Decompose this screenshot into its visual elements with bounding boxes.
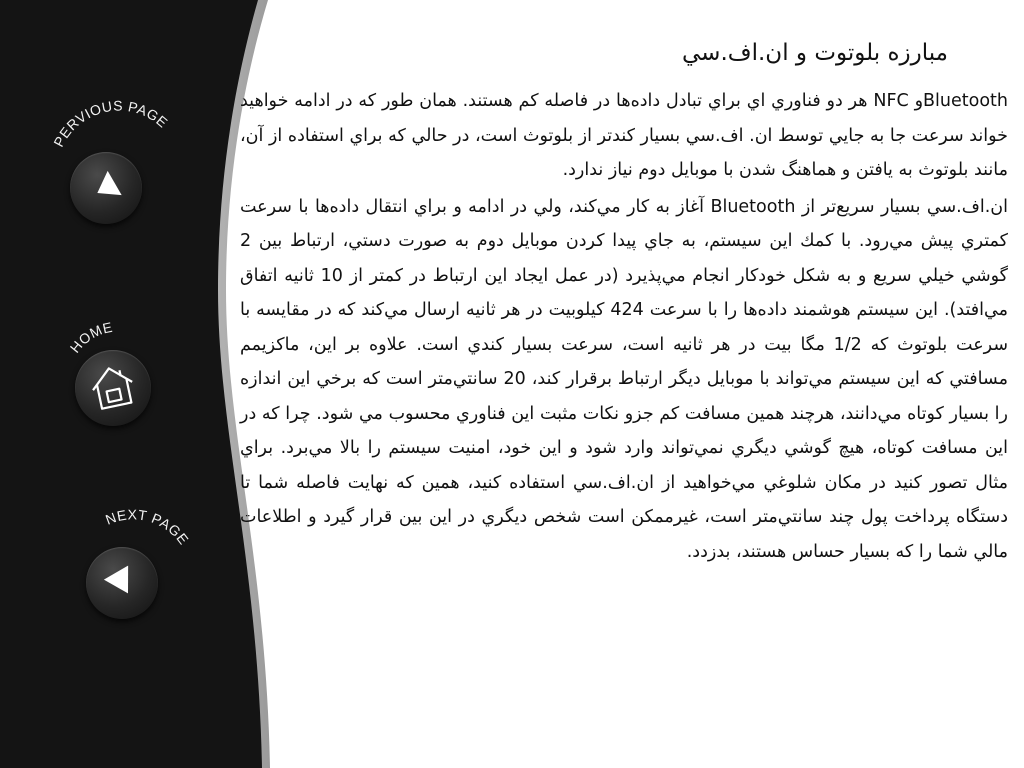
next-page-button[interactable]	[86, 547, 158, 619]
previous-page-nav[interactable]	[40, 97, 210, 250]
previous-page-button[interactable]	[70, 152, 142, 224]
svg-text:HOME: HOME	[66, 318, 114, 356]
svg-text:NEXT PAGE: NEXT PAGE	[103, 506, 193, 548]
paragraph-main: ان.اف.سي بسيار سريع‌تر از Bluetooth آغاز به کار مي‌کند، ولي در ادامه و براي انتقال داده‌ها با سرعت کمتري پيش مي‌رود. با کمك اين سيستم، به جاي پيدا کردن موبايل دوم به صورت دستي، ارتباط بين 2 گوشي خيلي سريع و به شکل خودکار انجام مي‌پذيرد (در عمل ايجاد اين ارتباط در کمتر از 10 ثانيه اتفاق مي‌افتد). اين سيستم هوشمند داده‌ها را با سرعت 424 کيلوبيت در هر ثانيه ارسال مي‌کند که در مقايسه با سرعت بلوتوث که 1/2 مگا بيت در هر ثانيه است، سرعت بسيار کندي است. علاوه بر اين، ماکزيمم مسافتي که اين سيستم مي‌تواند با موبايل ديگر ارتباط برقرار کند، 20 سانتي‌متر است که برخي اين اندازه را بسيار کوتاه مي‌دانند، هرچند همين مسافت کم جزو نکات مثبت اين فناوري محسوب مي شود. چرا که در اين مسافت کوتاه، هيچ گوشي ديگري نمي‌تواند وارد شود و اين خود، امنيت سيستم را بالا مي‌برد. براي مثال تصور کنيد در مکان شلوغي مي‌خواهيد از ان.اف.سي استفاده کنيد، همين که نهايت فاصله شما تا دستگاه پرداخت پول چند سانتي‌متر است، غيرممکن است شخص ديگري در اين بين قرار گيرد و اطلاعات مالي شما را که بسيار حساس هستند، بدزدد.	[240, 196, 1009, 562]
play-triangle-icon	[86, 547, 158, 619]
house-icon	[75, 350, 151, 426]
article-content	[240, 40, 1008, 571]
home-button[interactable]	[75, 350, 151, 426]
page-title: مبارزه بلوتوت و ان.اف.سي	[682, 40, 948, 66]
paragraph-intro: Bluetoothو NFC هر دو فناوري اي براي تبادل داده‌ها در فاصله کم هستند. همان طور که در ادامه خواهيد خواند سرعت جا به جايي توسط ان. اف.سي بسيار کندتر از بلوتوث است، در حالي که براي استفاده از آن، مانند بلوتوث به يافتن و هماهنگ شدن با موبايل دوم نياز ندارد.	[240, 91, 1009, 180]
home-nav[interactable]	[55, 320, 205, 440]
svg-text:PERVIOUS PAGE: PERVIOUS PAGE	[50, 97, 172, 150]
next-page-nav[interactable]	[90, 505, 240, 635]
play-triangle-icon	[70, 152, 142, 224]
